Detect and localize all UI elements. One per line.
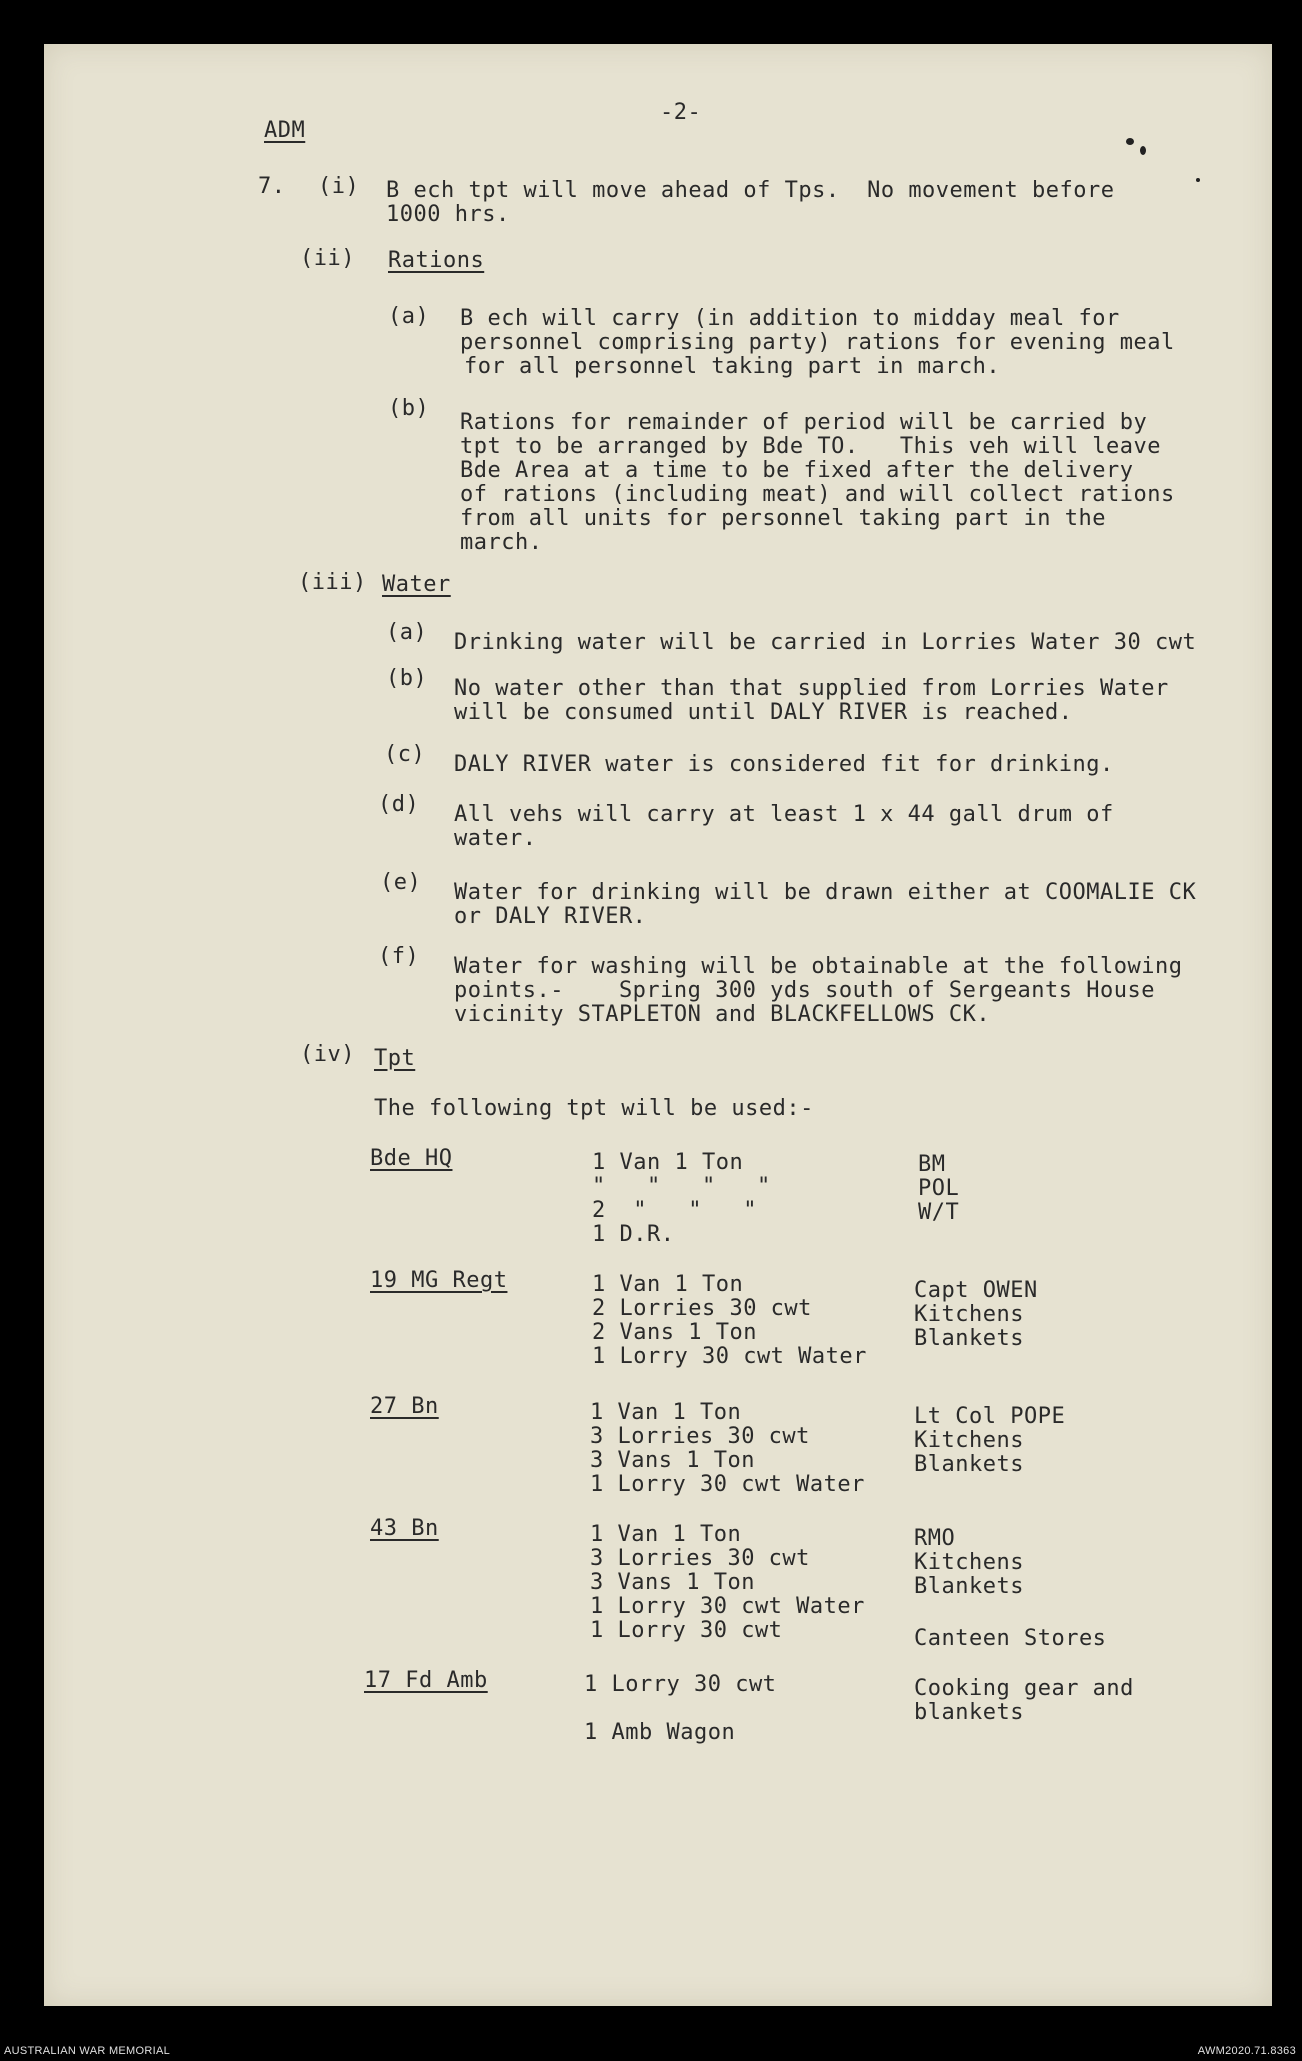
vehicle-line: 1 Amb Wagon xyxy=(584,1720,736,1745)
text-line: Water for washing will be obtainable at the following xyxy=(454,954,1183,979)
vehicle-line: 1 Lorry 30 cwt Water xyxy=(590,1594,865,1619)
text-line: points.- Spring 300 yds south of Sergeants House xyxy=(454,978,1156,1003)
text-line: DALY RIVER water is considered fit for drinking. xyxy=(454,752,1114,777)
vehicle-line: 1 Lorry 30 cwt xyxy=(590,1618,783,1643)
vehicle-line: 2 Lorries 30 cwt xyxy=(592,1296,812,1321)
vehicle-line: 2 " " " xyxy=(592,1198,757,1223)
unit-name: 19 MG Regt xyxy=(370,1268,508,1293)
text-line: B ech will carry (in addition to midday meal for xyxy=(460,306,1120,331)
remark-line: BM xyxy=(918,1152,946,1177)
item-label: (d) xyxy=(378,792,420,817)
text-line: of rations (including meat) and will collect rations xyxy=(460,482,1175,507)
item-label: (b) xyxy=(386,666,428,691)
text-line: No water other than that supplied from Lorries Water xyxy=(454,676,1169,701)
vehicle-line: 2 Vans 1 Ton xyxy=(592,1320,757,1345)
remark-line: Cooking gear and xyxy=(914,1676,1134,1701)
item-label: (a) xyxy=(388,304,430,329)
item-label: (c) xyxy=(384,742,426,767)
unit-name: Bde HQ xyxy=(370,1146,453,1171)
vehicle-line: 1 D.R. xyxy=(592,1222,675,1247)
vehicle-line: 3 Lorries 30 cwt xyxy=(590,1546,810,1571)
item-label: (b) xyxy=(388,396,430,421)
remark-line: Capt OWEN xyxy=(914,1278,1038,1303)
vehicle-line: 1 Van 1 Ton xyxy=(590,1400,742,1425)
text-line: from all units for personnel taking part in the xyxy=(460,506,1107,531)
section-tag: ADM xyxy=(264,118,306,143)
ink-speck xyxy=(1196,178,1200,182)
item-label: (e) xyxy=(380,870,422,895)
remark-line: RMO xyxy=(914,1526,956,1551)
unit-name: 17 Fd Amb xyxy=(364,1668,488,1693)
vehicle-line: 1 Lorry 30 cwt xyxy=(584,1672,777,1697)
remark-line: Blankets xyxy=(914,1326,1024,1351)
text-line: Rations for remainder of period will be carried by xyxy=(460,410,1148,435)
section-heading: Tpt xyxy=(374,1046,416,1071)
text-line: personnel comprising party) rations for evening meal xyxy=(460,330,1175,355)
text-line: 1000 hrs. xyxy=(386,202,510,227)
subpara-label: (ii) xyxy=(300,246,355,271)
remark-line: POL xyxy=(918,1176,960,1201)
ink-speck xyxy=(1140,146,1146,155)
remark-line: Lt Col POPE xyxy=(914,1404,1066,1429)
text-line: vicinity STAPLETON and BLACKFELLOWS CK. xyxy=(454,1002,991,1027)
text-line: All vehs will carry at least 1 x 44 gall drum of xyxy=(454,802,1114,827)
remark-line: Canteen Stores xyxy=(914,1626,1107,1651)
text-line: B ech tpt will move ahead of Tps. No movement before xyxy=(386,178,1115,203)
vehicle-line: 3 Lorries 30 cwt xyxy=(590,1424,810,1449)
subpara-label: (i) xyxy=(318,174,360,199)
remark-line: Blankets xyxy=(914,1574,1024,1599)
vehicle-line: 1 Lorry 30 cwt Water xyxy=(590,1472,865,1497)
text-line: march. xyxy=(460,530,543,555)
vehicle-line: 3 Vans 1 Ton xyxy=(590,1570,755,1595)
ink-speck xyxy=(1126,138,1134,145)
text-line: Bde Area at a time to be fixed after the delivery xyxy=(460,458,1134,483)
vehicle-line: 1 Van 1 Ton xyxy=(590,1522,742,1547)
archive-credit: AUSTRALIAN WAR MEMORIAL xyxy=(4,2045,171,2057)
unit-name: 27 Bn xyxy=(370,1394,439,1419)
table-intro: The following tpt will be used:- xyxy=(374,1096,814,1121)
vehicle-line: 1 Van 1 Ton xyxy=(592,1150,744,1175)
item-label: (a) xyxy=(386,620,428,645)
remark-line: W/T xyxy=(918,1200,960,1225)
item-label: (f) xyxy=(378,944,420,969)
vehicle-line: 1 Lorry 30 cwt Water xyxy=(592,1344,867,1369)
text-line: Drinking water will be carried in Lorries Water 30 cwt xyxy=(454,630,1197,655)
section-heading: Rations xyxy=(388,248,485,273)
text-line: for all personnel taking part in march. xyxy=(464,354,1001,379)
subpara-label: (iv) xyxy=(300,1042,355,1067)
unit-name: 43 Bn xyxy=(370,1516,439,1541)
remark-line: Kitchens xyxy=(914,1428,1024,1453)
text-line: Water for drinking will be drawn either at COOMALIE CK xyxy=(454,880,1197,905)
page-number: -2- xyxy=(660,100,702,125)
remark-line: Blankets xyxy=(914,1452,1024,1477)
text-line: tpt to be arranged by Bde TO. This veh will leave xyxy=(460,434,1162,459)
text-line: will be consumed until DALY RIVER is reached. xyxy=(454,700,1073,725)
vehicle-line: 3 Vans 1 Ton xyxy=(590,1448,755,1473)
archive-reference: AWM2020.71.8363 xyxy=(1197,2045,1296,2057)
vehicle-line: 1 Van 1 Ton xyxy=(592,1272,744,1297)
remark-line: Kitchens xyxy=(914,1550,1024,1575)
text-line: water. xyxy=(454,826,537,851)
remark-line: blankets xyxy=(914,1700,1024,1725)
vehicle-line: " " " " xyxy=(592,1174,771,1199)
paragraph-number: 7. xyxy=(258,174,286,199)
remark-line: Kitchens xyxy=(914,1302,1024,1327)
subpara-label: (iii) xyxy=(298,570,367,595)
text-line: or DALY RIVER. xyxy=(454,904,647,929)
section-heading: Water xyxy=(382,572,451,597)
